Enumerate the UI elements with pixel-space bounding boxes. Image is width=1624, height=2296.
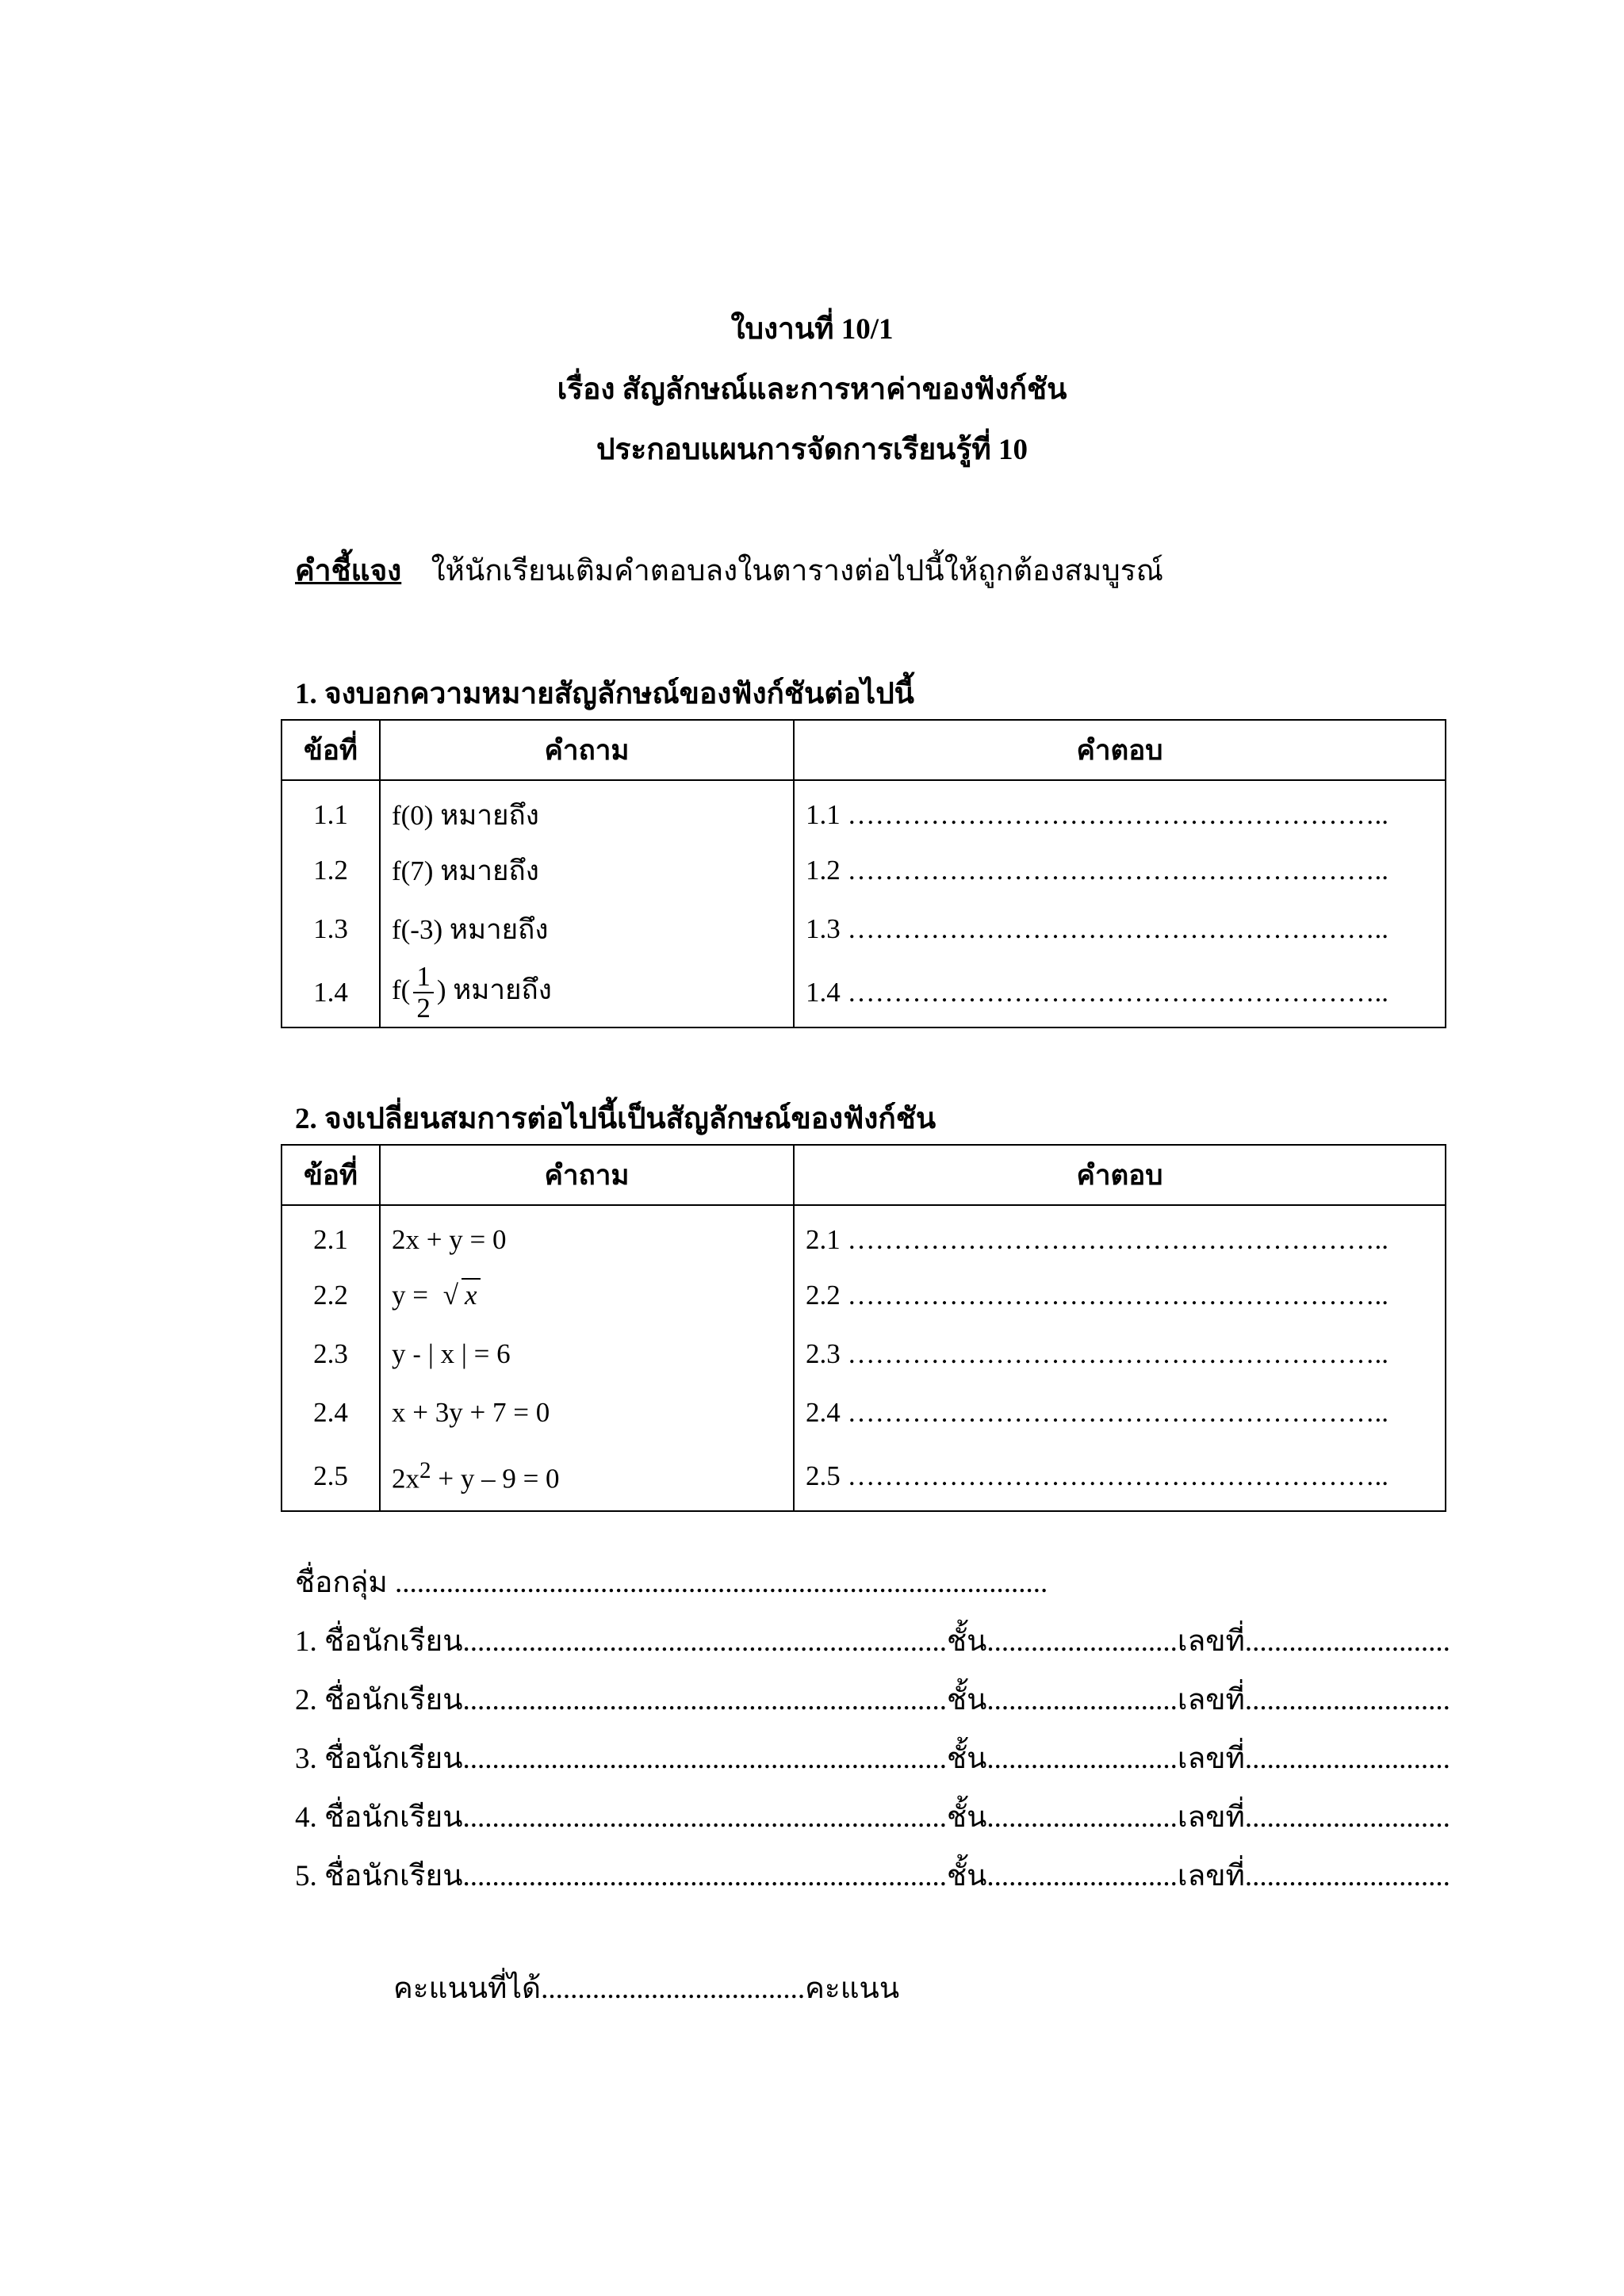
item-number: 2.1 [282, 1205, 380, 1266]
student-line[interactable]: 5. ชื่อนักเรียน..................................................................ชั้น..........................เลขที่............................ [295, 1860, 1450, 1892]
student-line[interactable]: 1. ชื่อนักเรียน..................................................................ชั้น..........................เลขที่............................ [295, 1625, 1450, 1658]
question-cell: x + 3y + 7 = 0 [380, 1383, 794, 1442]
answer-blank[interactable]: 2.2 ………………………………………………….. [794, 1266, 1446, 1325]
signoff-section [295, 1554, 1450, 1906]
header-item-number: ข้อที่ [282, 720, 380, 780]
worksheet-topic: เรื่อง สัญลักษณ์และการหาค่าของฟังก์ชัน [557, 373, 1067, 406]
answer-blank[interactable]: 1.3 ………………………………………………….. [794, 900, 1446, 959]
item-number: 2.3 [282, 1325, 380, 1383]
question-suffix: ) หมายถึง [436, 974, 552, 1006]
fraction [413, 962, 434, 1024]
item-number: 2.5 [282, 1442, 380, 1511]
fraction-denominator: 2 [416, 993, 431, 1024]
table-header-row [282, 1145, 1446, 1205]
section-1-table [281, 719, 1446, 1028]
item-number: 1.3 [282, 900, 380, 959]
table-row [282, 1205, 1446, 1266]
instructions [295, 547, 1163, 594]
section-2-title: 2. จงเปลี่ยนสมการต่อไปนี้เป็นสัญลักษณ์ของฟังก์ชัน [295, 1103, 936, 1135]
answer-blank[interactable]: 2.1 ………………………………………………….. [794, 1205, 1446, 1266]
question-part: y [392, 1338, 413, 1369]
question-cell: f(0) หมายถึง [380, 780, 794, 841]
question-prefix: f( [392, 974, 411, 1006]
question-prefix: y = [392, 1280, 435, 1311]
table-row [282, 1383, 1446, 1442]
exponent: 2 [419, 1457, 431, 1483]
header-question: คำถาม [380, 720, 794, 780]
table-row [282, 900, 1446, 959]
question-cell: 2x + y = 0 [380, 1205, 794, 1266]
header-answer: คำตอบ [794, 720, 1446, 780]
instructions-label: คำชี้แจง [295, 555, 402, 587]
table-header-row [282, 720, 1446, 780]
section-2-table [281, 1144, 1446, 1512]
header-question: คำถาม [380, 1145, 794, 1205]
table-row [282, 1266, 1446, 1325]
question-cell [380, 1266, 794, 1325]
score-line[interactable]: คะแนนที่ได้....................................คะแนน [393, 1973, 900, 2005]
student-line[interactable]: 3. ชื่อนักเรียน..................................................................ชั้น..........................เลขที่............................ [295, 1743, 1450, 1775]
instructions-text: ให้นักเรียนเติมคำตอบลงในตารางต่อไปนี้ให้ถูกต้องสมบูรณ์ [431, 555, 1163, 587]
fraction-numerator: 1 [413, 962, 434, 993]
item-number: 2.2 [282, 1266, 380, 1325]
square-root-icon: √ [442, 1280, 458, 1311]
question-part: | x | = 6 [421, 1338, 511, 1369]
worksheet-header [0, 300, 1624, 480]
answer-blank[interactable]: 1.4 ………………………………………………….. [794, 959, 1446, 1027]
header-answer: คำตอบ [794, 1145, 1446, 1205]
question-part: 2x [392, 1463, 419, 1494]
table-row [282, 959, 1446, 1027]
question-cell: f(-3) หมายถึง [380, 900, 794, 959]
worksheet-number: ใบงานที่ 10/1 [730, 313, 894, 346]
table-row [282, 1442, 1446, 1511]
table-row [282, 780, 1446, 841]
answer-blank[interactable]: 2.3 ………………………………………………….. [794, 1325, 1446, 1383]
question-part: + y – 9 = 0 [431, 1463, 560, 1494]
table-row [282, 1325, 1446, 1383]
question-cell [380, 1325, 794, 1383]
radicand: x [462, 1278, 481, 1311]
item-number: 2.4 [282, 1383, 380, 1442]
question-cell [380, 1442, 794, 1511]
group-name-line[interactable]: ชื่อกลุ่ม ......................................................................................... [295, 1567, 1048, 1599]
lesson-plan-reference: ประกอบแผนการจัดการเรียนรู้ที่ 10 [596, 434, 1028, 466]
question-cell [380, 959, 794, 1027]
student-line[interactable]: 4. ชื่อนักเรียน..................................................................ชั้น..........................เลขที่............................ [295, 1801, 1450, 1834]
section-1-title: 1. จงบอกความหมายสัญลักษณ์ของฟังก์ชันต่อไปนี้ [295, 678, 914, 710]
answer-blank[interactable]: 1.1 ………………………………………………….. [794, 780, 1446, 841]
item-number: 1.4 [282, 959, 380, 1027]
answer-blank[interactable]: 2.5 ………………………………………………….. [794, 1442, 1446, 1511]
header-item-number: ข้อที่ [282, 1145, 380, 1205]
student-line[interactable]: 2. ชื่อนักเรียน..................................................................ชั้น..........................เลขที่............................ [295, 1684, 1450, 1716]
answer-blank[interactable]: 1.2 ………………………………………………….. [794, 841, 1446, 900]
question-cell: f(7) หมายถึง [380, 841, 794, 900]
table-row [282, 841, 1446, 900]
item-number: 1.1 [282, 780, 380, 841]
item-number: 1.2 [282, 841, 380, 900]
minus-sign: - [412, 1341, 422, 1369]
answer-blank[interactable]: 2.4 ………………………………………………….. [794, 1383, 1446, 1442]
